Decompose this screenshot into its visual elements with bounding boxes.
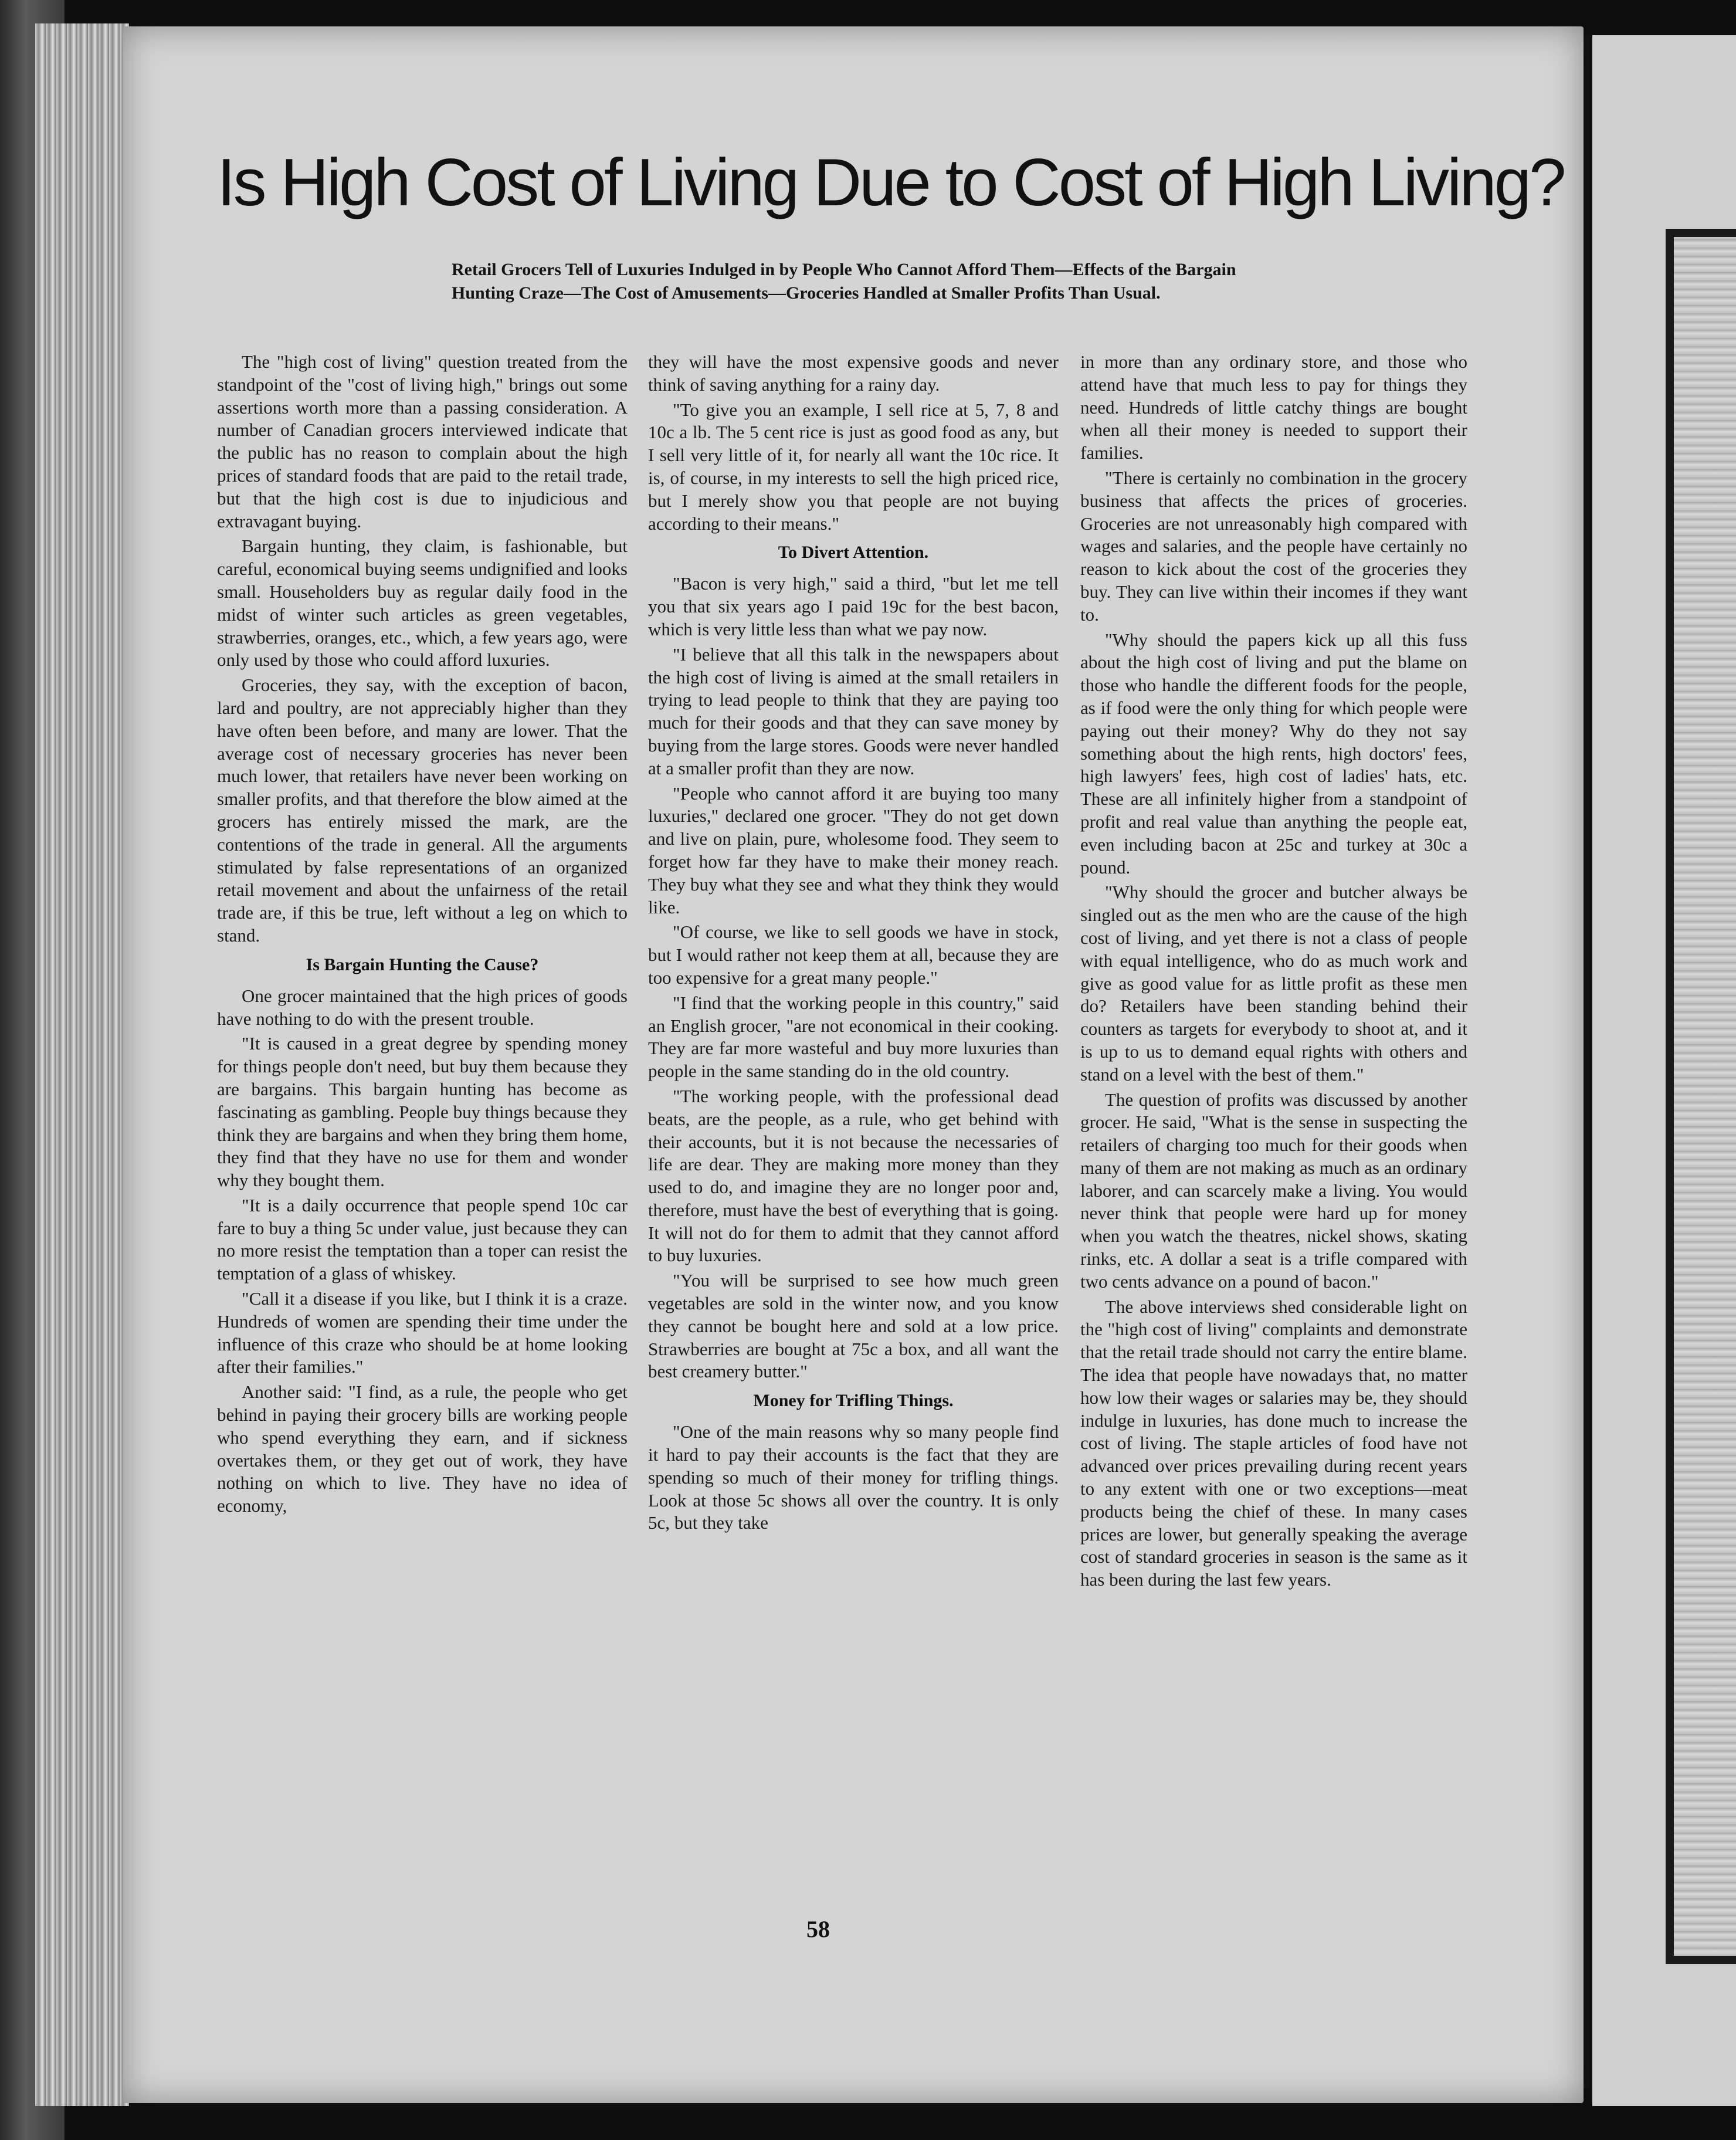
paragraph: "People who cannot afford it are buying too many luxuries," declared one grocer. "They do not get down and live on plain, pure, wholesome food. They seem to forget how far they have to make their money reach. They buy what they see and what they think they would like. bbox=[648, 783, 1059, 917]
paragraph: "Why should the grocer and butcher always be singled out as the men who are the cause of the high cost of living, and yet there is not a class of people with equal intelligence, who do as much work and give as good value for as little profit as these men do? Retailers have been standing behind their counters as targets for everybody to shoot at, and it is up to us to demand equal rights with others and stand on a level with the best of them." bbox=[1080, 882, 1467, 1085]
section-heading: Is Bargain Hunting the Cause? bbox=[306, 954, 539, 974]
paragraph: "I believe that all this talk in the newspapers about the high cost of living is aimed at the small retailers in trying to lead people to think that they are paying too much for their goods and that they can save money by buying from the large stores. Goods were never handled at a smaller profit than they are now. bbox=[648, 644, 1059, 778]
paragraph: "Why should the papers kick up all this fuss about the high cost of living and put the blame on those who handle the different foods for the people, as if food were the only thing for which people were paying out their money? Why do they not say something about the high rents, high doctors' fees, high lawyers' fees, high cost of ladies' hats, etc. These are all infinitely higher from a standpoint of profit and real value than anything the people eat, even including bacon at 25c and turkey at 30c a pound. bbox=[1080, 629, 1467, 878]
paragraph: The "high cost of living" question treated from the standpoint of the "cost of living high," brings out some assertions worth more than a passing consideration. A number of Canadian grocers interviewed indicate that the public has no reason to complain about the high prices of standard foods that are paid to the retail trade, but that the high cost is due to injudicious and extravagant buying. bbox=[217, 351, 628, 531]
page-gutter bbox=[1584, 35, 1589, 2088]
article-column-3 bbox=[1080, 351, 1467, 1594]
section-heading: To Divert Attention. bbox=[778, 543, 929, 563]
article-column-1 bbox=[217, 351, 628, 1520]
book-binding-edges bbox=[35, 23, 129, 2106]
paragraph: "I find that the working people in this country," said an English grocer, "are not economical in their cooking. They are far more wasteful and buy more luxuries than people in the same standing do in the old country. bbox=[648, 992, 1059, 1082]
paragraph: The above interviews shed considerable light on the "high cost of living" complaints and demonstrate that the retail trade should not carry the entire blame. The idea that people have nowadays that, no matter how low their wages or salaries may be, they should indulge in luxuries, has done much to increase the cost of living. The staple articles of food have not advanced over prices prevailing during recent years to any extent with one or two exceptions—meat products being the chief of these. In many cases prices are lower, but generally speaking the average cost of standard groceries in season is the same as it has been during the last few years. bbox=[1080, 1296, 1467, 1590]
paragraph: "Of course, we like to sell goods we have in stock, but I would rather not keep them at all, because they are too expensive for a great many people." bbox=[648, 922, 1059, 988]
article-headline: Is High Cost of Living Due to Cost of High Living? bbox=[217, 145, 1564, 220]
article-subhead: Retail Grocers Tell of Luxuries Indulged in by People Who Cannot Afford Them—Effects of the Bargain Hunting Craze—The Cost of Amusements—Groceries Handled at Smaller Profits Than Usual. bbox=[452, 260, 1236, 303]
paragraph: "To give you an example, I sell rice at 5, 7, 8 and 10c a lb. The 5 cent rice is just as good food as any, but I sell very little of it, for nearly all want the 10c rice. It is, of course, in my interests to sell the high priced rice, but I merely show you that people are not buying according to their means." bbox=[648, 399, 1059, 534]
paragraph: The question of profits was discussed by another grocer. He said, "What is the sense in suspecting the retailers of charging too much for their goods when many of them are not making as much as an ordinary laborer, and can scarcely make a living. You would never think that people were hard up for money when you watch the theatres, nickel shows, skating rinks, etc. A dollar a seat is a trifle compared with two cents advance on a pound of bacon." bbox=[1080, 1089, 1467, 1292]
paragraph: "The working people, with the professional dead beats, are the people, as a rule, who get behind with their accounts, but it is not because the necessaries of life are dear. They are making more money than they used to do, and imagine they are no longer poor and, therefore, must have the best of everything that is going. It will not do for them to admit that they cannot afford to buy luxuries. bbox=[648, 1085, 1059, 1266]
paragraph: "Bacon is very high," said a third, "but let me tell you that six years ago I paid 19c for the best bacon, which is very little less than what we pay now. bbox=[648, 573, 1059, 639]
paragraph: Another said: "I find, as a rule, the people who get behind in paying their grocery bills are working people who spend everything they earn, and if sickness overtakes them, or they get out of work, they have nothing on which to live. They have no idea of economy, bbox=[217, 1381, 628, 1516]
paragraph: "There is certainly no combination in the grocery business that affects the prices of groceries. Groceries are not unreasonably high compared with wages and salaries, and the people have certainly no reason to kick about the cost of the groceries they buy. They can live within their incomes if they want to. bbox=[1080, 467, 1467, 625]
paragraph: they will have the most expensive goods and never think of saving anything for a rainy day. bbox=[648, 351, 1059, 395]
paragraph: "You will be surprised to see how much green vegetables are sold in the winter now, and you know they cannot be bought here and sold at a low price. Strawberries are bought at 75c a box, and all want the best creamery butter." bbox=[648, 1270, 1059, 1382]
paragraph: One grocer maintained that the high prices of goods have nothing to do with the present trouble. bbox=[217, 985, 628, 1029]
facing-page-frame bbox=[1666, 229, 1736, 1964]
paragraph: "It is a daily occurrence that people spend 10c car fare to buy a thing 5c under value, just because they can no more resist the temptation than a toper can resist the temptation of a glass of whiskey. bbox=[217, 1194, 628, 1284]
paragraph: "Call it a disease if you like, but I think it is a craze. Hundreds of women are spending their time under the influence of this craze who should be at home looking after their families." bbox=[217, 1288, 628, 1377]
section-heading: Money for Trifling Things. bbox=[753, 1391, 954, 1411]
paragraph: Bargain hunting, they claim, is fashionable, but careful, economical buying seems undignified and looks small. Householders buy as regular daily food in the midst of winter such articles as green vegetables, strawberries, oranges, etc., which, a few years ago, were only used by those who could afford luxuries. bbox=[217, 536, 628, 671]
paragraph: "It is caused in a great degree by spending money for things people don't need, but buy them because they are bargains. This bargain hunting has become as fascinating as gambling. People buy things because they think they are bargains and when they bring them home, they find that they have no use for them and wonder why they bought them. bbox=[217, 1033, 628, 1191]
page-number: 58 bbox=[806, 1916, 830, 1942]
paragraph: in more than any ordinary store, and those who attend have that much less to pay for things they need. Hundreds of little catchy things are bought when all their money is needed to support their families. bbox=[1080, 351, 1467, 463]
article-column-2 bbox=[648, 351, 1059, 1537]
paragraph: Groceries, they say, with the exception of bacon, lard and poultry, are not appreciably higher than they have often been before, and many are lower. That the average cost of necessary groceries has never been much lower, that retailers have never been working on smaller profits, and that therefore the blow aimed at the grocers has entirely missed the mark, are the contentions of the trade in general. All the arguments stimulated by false representations of an organized retail movement and about the unfairness of the retail trade are, if this be true, left without a leg on which to stand. bbox=[217, 675, 628, 946]
paragraph: "One of the main reasons why so many people find it hard to pay their accounts is the fact that they are spending so much of their money for trifling things. Look at those 5c shows all over the country. It is only 5c, but they take bbox=[648, 1421, 1059, 1533]
